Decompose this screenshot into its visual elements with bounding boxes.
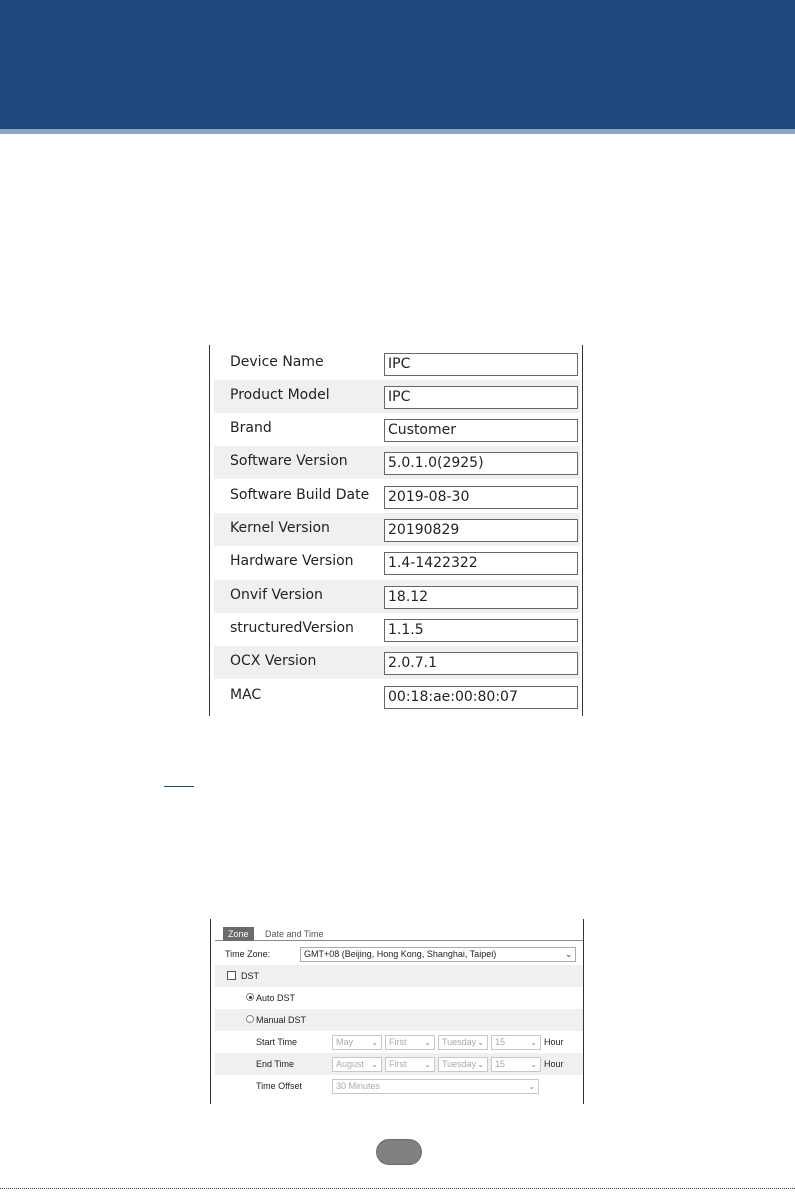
dst-row [215,965,583,987]
header-divider [0,129,795,134]
label-software-build-date: Software Build Date [230,487,370,503]
start-time-row [215,1031,583,1053]
row-software-build-date [214,480,580,513]
start-month-value: May [336,1037,354,1047]
manual-dst-label: Manual DST [256,1015,307,1025]
row-onvif-version [214,580,580,613]
page-number-badge [376,1139,422,1165]
time-offset-select[interactable] [332,1079,539,1094]
start-day-select[interactable] [438,1035,488,1050]
onvif-version-field: 18.12 [384,586,578,609]
end-week-value: First [389,1059,407,1069]
manual-dst-row [215,1009,583,1031]
row-product-model [214,380,580,413]
label-product-model: Product Model [230,387,330,403]
auto-dst-radio[interactable] [246,993,254,1001]
end-day-select[interactable] [438,1057,488,1072]
row-hardware-version [214,546,580,579]
footer-divider [0,1188,795,1189]
label-software-version: Software Version [230,453,348,469]
end-hour-select[interactable] [491,1057,541,1072]
chevron-down-icon: ⌄ [424,1038,431,1047]
row-ocx-version [214,646,580,679]
label-hardware-version: Hardware Version [230,553,354,569]
end-hour-unit: Hour [544,1059,564,1069]
row-structured-version [214,613,580,646]
time-zone-select[interactable] [300,947,576,962]
chevron-down-icon: ⌄ [528,1082,535,1091]
ocx-version-field: 2.0.7.1 [384,652,578,675]
chevron-down-icon: ⌄ [565,950,572,959]
chevron-down-icon: ⌄ [530,1038,537,1047]
software-version-field: 5.0.1.0(2925) [384,452,578,475]
time-zone-value: GMT+08 (Beijing, Hong Kong, Shanghai, Taipei) [304,949,497,959]
row-device-name [214,347,580,380]
end-time-label: End Time [256,1059,295,1069]
start-month-select[interactable] [332,1035,382,1050]
label-onvif-version: Onvif Version [230,587,323,603]
structured-version-field: 1.1.5 [384,619,578,642]
time-zone-panel [210,919,584,1104]
label-mac: MAC [230,687,262,703]
chevron-down-icon: ⌄ [530,1060,537,1069]
start-day-value: Tuesday [442,1037,477,1047]
label-structured-version: structuredVersion [230,620,354,636]
end-hour-value: 15 [495,1059,506,1069]
time-offset-row [215,1075,583,1097]
end-day-value: Tuesday [442,1059,477,1069]
header-band [0,0,795,129]
row-mac [214,680,580,713]
start-hour-unit: Hour [544,1037,564,1047]
link-underline[interactable] [164,786,194,787]
kernel-version-field: 20190829 [384,519,578,542]
start-week-select[interactable] [385,1035,435,1050]
product-model-field: IPC [384,386,578,409]
start-week-value: First [389,1037,407,1047]
hardware-version-field: 1.4-1422322 [384,552,578,575]
row-software-version [214,446,580,479]
row-brand [214,413,580,446]
manual-dst-radio[interactable] [246,1015,254,1023]
software-build-date-field: 2019-08-30 [384,486,578,509]
tab-bar [215,923,583,941]
label-ocx-version: OCX Version [230,653,317,669]
end-week-select[interactable] [385,1057,435,1072]
row-kernel-version [214,513,580,546]
chevron-down-icon: ⌄ [477,1060,484,1069]
dst-label: DST [241,971,259,981]
chevron-down-icon: ⌄ [371,1038,378,1047]
label-kernel-version: Kernel Version [230,520,330,536]
time-zone-row [215,943,583,965]
end-month-select[interactable] [332,1057,382,1072]
start-hour-select[interactable] [491,1035,541,1050]
time-offset-value: 30 Minutes [336,1081,381,1091]
dst-checkbox[interactable] [227,971,236,980]
brand-field: Customer [384,419,578,442]
chevron-down-icon: ⌄ [371,1060,378,1069]
chevron-down-icon: ⌄ [424,1060,431,1069]
auto-dst-row [215,987,583,1009]
chevron-down-icon: ⌄ [477,1038,484,1047]
time-offset-label: Time Offset [256,1081,303,1091]
auto-dst-label: Auto DST [256,993,296,1003]
device-info-panel [209,345,583,716]
device-name-field[interactable]: IPC [384,353,578,376]
start-time-label: Start Time [256,1037,298,1047]
start-hour-value: 15 [495,1037,506,1047]
tab-zone[interactable]: Zone [223,927,254,941]
end-time-row [215,1053,583,1075]
tab-date-and-time[interactable]: Date and Time [265,929,324,939]
label-brand: Brand [230,420,272,436]
mac-field: 00:18:ae:00:80:07 [384,686,578,709]
time-zone-label: Time Zone: [225,949,271,959]
label-device-name: Device Name [230,354,324,370]
end-month-value: August [336,1059,365,1069]
